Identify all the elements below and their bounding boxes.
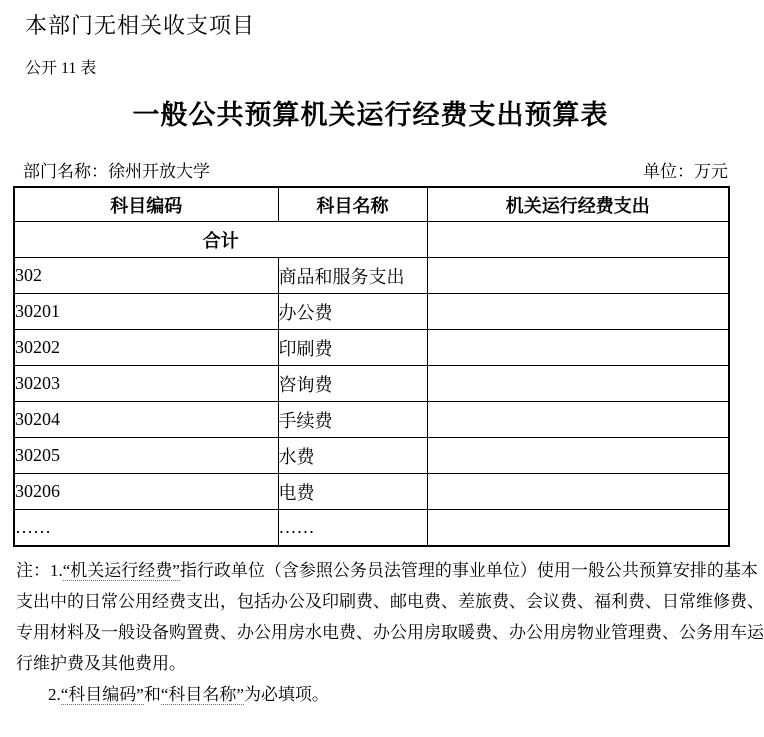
quoted-term: “机关运行经费”	[62, 561, 180, 580]
page-title: 一般公共预算机关运行经费支出预算表	[132, 100, 609, 130]
table-row	[14, 474, 729, 510]
code-cell: 30205	[14, 438, 278, 474]
table-row	[14, 258, 729, 294]
public-table-number: 公开 11 表	[25, 60, 97, 77]
table-row	[14, 294, 729, 330]
table-header-row	[14, 187, 729, 222]
code-cell: 30201	[14, 294, 278, 330]
footnote-1-line-1	[16, 555, 756, 586]
code-cell: 30203	[14, 366, 278, 402]
value-cell	[427, 474, 729, 510]
code-cell: ……	[14, 510, 278, 547]
footnote-1-line-2: 支出中的日常公用经费支出，包括办公及印刷费、邮电费、差旅费、会议费、福利费、日常维修费、	[16, 592, 764, 611]
footnote-2-number: 2.	[48, 685, 61, 704]
name-cell: ……	[278, 510, 427, 547]
footnote-text: 和	[143, 685, 161, 704]
quoted-term: “科目编码”	[60, 685, 144, 704]
total-label-cell: 合计	[14, 222, 427, 258]
footnotes	[16, 555, 764, 710]
name-cell: 咨询费	[278, 366, 427, 402]
code-cell: 30202	[14, 330, 278, 366]
table-row	[14, 330, 729, 366]
unit-label: 单位：万元	[643, 162, 728, 181]
footnote-text: 为必填项。	[243, 685, 329, 704]
footnote-2	[16, 679, 756, 710]
value-cell	[427, 438, 729, 474]
value-cell	[427, 510, 729, 547]
header-operating-expense: 机关运行经费支出	[427, 187, 729, 222]
value-cell	[427, 294, 729, 330]
code-cell: 302	[14, 258, 278, 294]
quoted-term: “科目名称”	[160, 685, 244, 704]
name-cell: 电费	[278, 474, 427, 510]
code-cell: 30204	[14, 402, 278, 438]
footnote-text: 指行政单位（含参照公务员法管理的事业单位）使用一般公共预算安排的基本	[179, 561, 758, 580]
table-row	[14, 438, 729, 474]
header-subject-code: 科目编码	[14, 187, 278, 222]
name-cell: 办公费	[278, 294, 427, 330]
footnote-1-line-4: 行维护费及其他费用。	[16, 654, 186, 673]
table-meta-row	[23, 161, 728, 183]
value-cell	[427, 402, 729, 438]
table-row	[14, 510, 729, 547]
code-cell: 30206	[14, 474, 278, 510]
no-items-statement: 本部门无相关收支项目	[25, 13, 256, 38]
table-row	[14, 366, 729, 402]
value-cell	[427, 366, 729, 402]
value-cell	[427, 258, 729, 294]
name-cell: 商品和服务支出	[278, 258, 427, 294]
budget-table	[13, 186, 730, 547]
name-cell: 印刷费	[278, 330, 427, 366]
total-value-cell	[427, 222, 729, 258]
footnote-1-line-3: 专用材料及一般设备购置费、办公用房水电费、办公用房取暖费、办公用房物业管理费、公务用车运	[16, 623, 764, 642]
total-row	[14, 222, 729, 258]
department-name-label: 部门名称：徐州开放大学	[23, 162, 210, 181]
name-cell: 水费	[278, 438, 427, 474]
header-subject-name: 科目名称	[278, 187, 427, 222]
footnote-1-number: 注：1.	[16, 561, 63, 580]
name-cell: 手续费	[278, 402, 427, 438]
table-row	[14, 402, 729, 438]
value-cell	[427, 330, 729, 366]
